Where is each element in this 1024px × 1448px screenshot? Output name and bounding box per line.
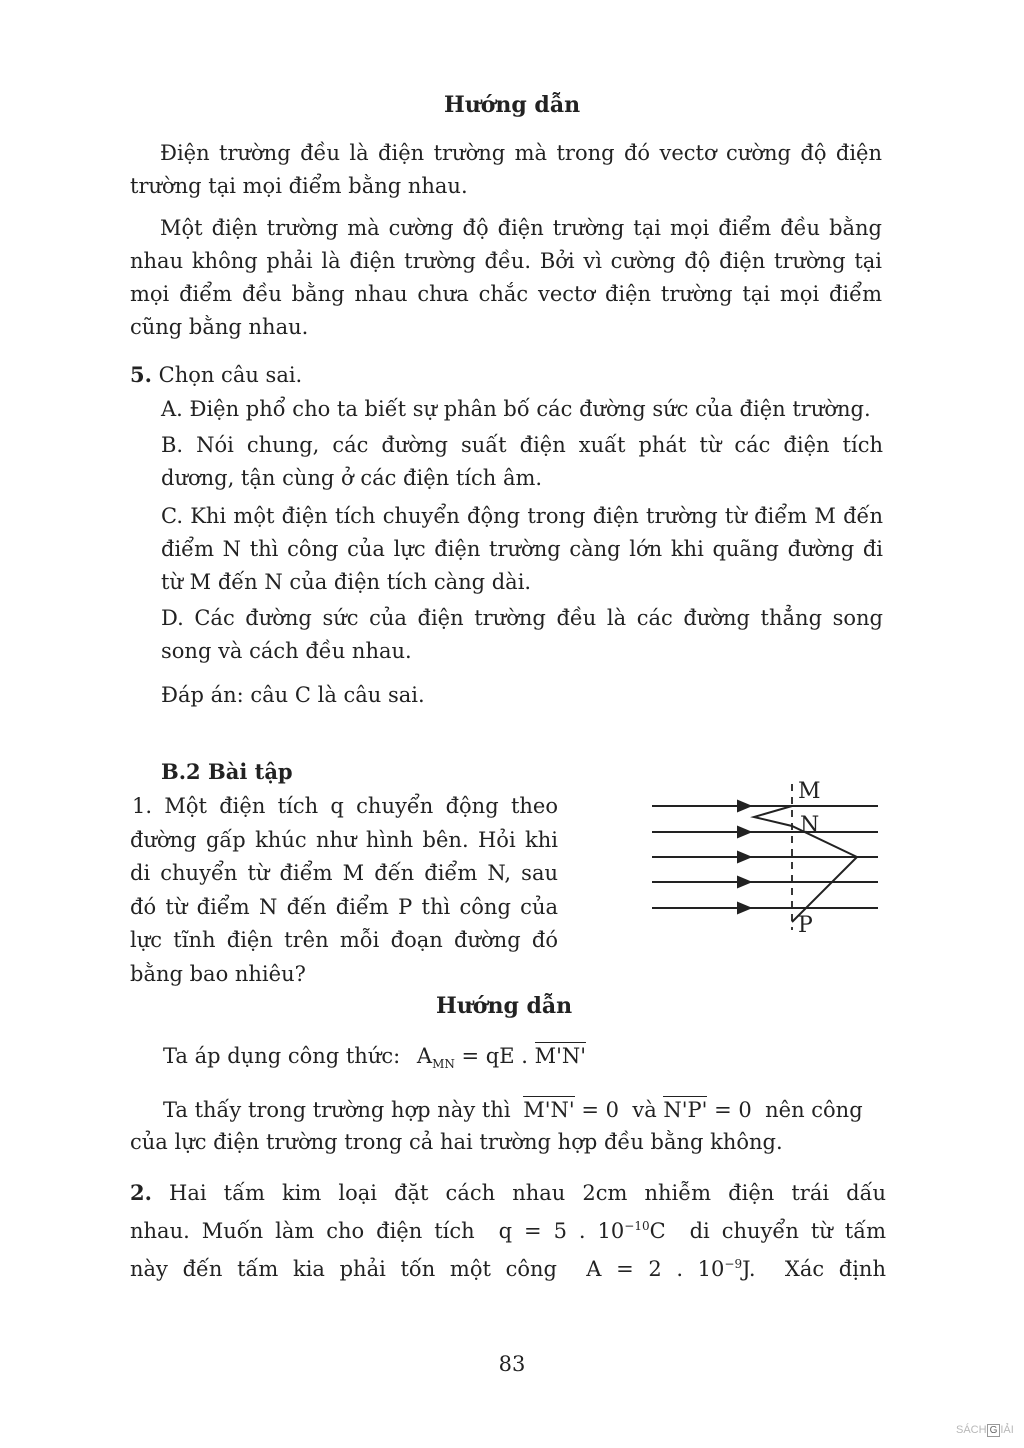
formula-subscript: MN (432, 1057, 455, 1072)
option-d: D. Các đường sức của điện trường đều là các đường thẳng song song và cách đều nhau. (161, 606, 883, 663)
equals-zero-1: = 0 và (574, 1098, 664, 1122)
option-c: C. Khi một điện tích chuyển động trong điện trường từ điểm M đến điểm N thì công của lực điện trường càng lớn khi quãng đường đi từ M đến N của điện tích càng dài. (161, 504, 883, 594)
exponent-charge: −10 (624, 1219, 650, 1233)
label-p: P (798, 913, 813, 938)
question-prompt: Chọn câu sai. (158, 363, 303, 387)
watermark-box: G (987, 1424, 1001, 1437)
problem-2-text-2b: C di chuyển từ tấm (649, 1219, 886, 1243)
section-heading-bai-tap: B.2 Bài tập (161, 759, 293, 784)
problem-2-text-3a: này đến tấm kia phải tốn một công A = 2 . 10 (130, 1257, 725, 1281)
problem-2-line-2 (130, 1210, 886, 1248)
question-5 (130, 358, 302, 392)
problem-2-text-1: Hai tấm kim loại đặt cách nhau 2cm nhiễm điện trái dấu (169, 1181, 886, 1205)
watermark-text: SÁCH (956, 1424, 987, 1436)
page-number: 83 (498, 1352, 526, 1376)
segment-mn: M'N' (523, 1098, 575, 1122)
conclusion-text: Ta thấy trong trường hợp này thì (163, 1098, 511, 1122)
label-m: M (798, 779, 821, 804)
problem-2-text-3b: J. Xác định (742, 1257, 886, 1281)
label-n: N (800, 813, 820, 838)
problem-2-number: 2. (130, 1180, 152, 1205)
problem-2-line-1 (130, 1176, 886, 1210)
equals-zero-2: = 0 nên công (707, 1098, 863, 1122)
problem-2-text-2a: nhau. Muốn làm cho điện tích q = 5 . 10 (130, 1219, 625, 1243)
conclusion-line-2: của lực điện trường trong cả hai trường hợp đều bằng không. (130, 1130, 783, 1154)
question-number: 5. (130, 362, 152, 387)
option-b: B. Nói chung, các đường suất điện xuất phát từ các điện tích dương, tận cùng ở các điện tích âm. (161, 433, 883, 490)
segment-np: N'P' (663, 1098, 708, 1122)
field-lines-figure (640, 770, 890, 940)
arrow-head (738, 801, 750, 811)
formula-segment: M'N' (534, 1044, 587, 1068)
arrow-head (738, 852, 750, 862)
problem-1-text: 1. Một điện tích q chuyển động theo đường gấp khúc như hình bên. Hỏi khi di chuyển từ điểm M đến điểm N, sau đó từ điểm N đến điểm P thì công của lực tĩnh điện trên mỗi đoạn đường đó bằng bao nhiêu? (130, 794, 558, 986)
arrow-head (738, 877, 750, 887)
formula-line (163, 1040, 586, 1081)
formula-intro: Ta áp dụng công thức: (163, 1044, 401, 1068)
formula-equals: = qE . (454, 1044, 535, 1068)
arrow-head (738, 903, 750, 913)
problem-2-line-3 (130, 1248, 886, 1286)
guide-heading: Hướng dẫn (436, 993, 573, 1019)
paragraph-definition: Điện trường đều là điện trường mà trong đó vectơ cường độ điện trường tại mọi điểm bằng nhau. (130, 141, 882, 198)
paragraph-explanation: Một điện trường mà cường độ điện trường tại mọi điểm đều bằng nhau không phải là điện trường đều. Bởi vì cường độ điện trường tại mọi điểm đều bằng nhau chưa chắc vectơ điện trường tại mọi điểm cũng bằng nhau. (130, 216, 882, 339)
arrow-head (738, 827, 750, 837)
section-heading-huong-dan: Hướng dẫn (443, 92, 581, 118)
conclusion-line-1 (163, 1094, 863, 1127)
watermark-logo (956, 1424, 1014, 1437)
option-a: A. Điện phổ cho ta biết sự phân bố các đường sức của điện trường. (161, 397, 871, 421)
answer-text: Đáp án: câu C là câu sai. (161, 683, 425, 707)
watermark-rest: IẢI (1000, 1424, 1014, 1436)
exponent-work: −9 (724, 1257, 743, 1271)
formula (416, 1044, 587, 1072)
formula-work-symbol: A (416, 1044, 433, 1068)
